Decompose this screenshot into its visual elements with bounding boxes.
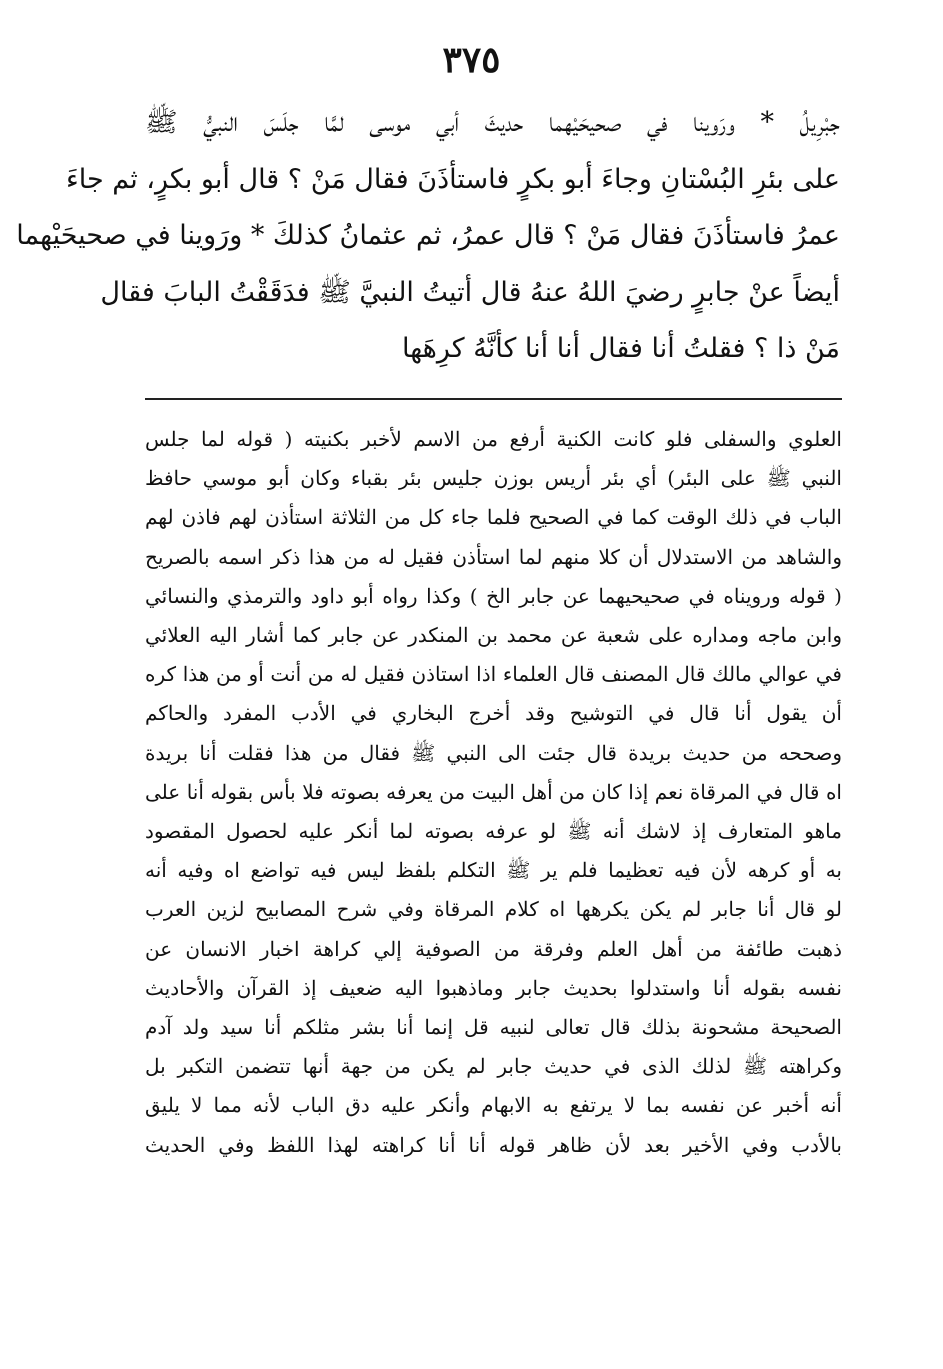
commentary-line: والشاهد من الاستدلال أن كلا منهم لما استأذن فقيل له من هذا ذكر اسمه بالصريح (145, 544, 842, 569)
commentary-line: لو قال أنا جابر لم يكن يكرهها اه كلام المرقاة وفي شرح المصابيح لزين العرب (145, 897, 842, 922)
main-text-line: أيضاً عنْ جابرٍ رضيَ اللهُ عنهُ قال أتيتُ النبيَّ ﷺ فدَقَقْتُ البابَ فقال (100, 276, 840, 308)
commentary-line: ( قوله ورويناه في صحيحيهما عن جابر الخ ) وكذا رواه أبو داود والترمذي والنسائي (145, 583, 842, 608)
main-text (16, 95, 840, 378)
commentary-line: العلوي والسفلى فلو كانت الكنية أرفع من الاسم لأخبر بكنيته ( قوله لما جلس (145, 427, 842, 451)
page-number: ٣٧٥ (442, 39, 501, 81)
commentary-line: به أو كرهه لأن فيه تعظيما فلم ير ﷺ التكلم بلفظ ليس فيه تواضع اه وفيه أنه (145, 858, 842, 883)
commentary-line: نفسه بقوله أنا واستدلوا بحديث جابر وماذهبوا اليه ضعيف إذ القرآن والأحاديث (145, 975, 842, 1000)
commentary-line: وابن ماجه ومداره على شعبة عن محمد بن المنكدر عن جابر كما أشار اليه العلائي (145, 623, 842, 648)
commentary-line: الباب في ذلك الوقت كما في الصحيح فلما جاء كل من الثلاثة استأذن لهم فاذن لهم (145, 505, 842, 530)
separator-rule (145, 398, 842, 400)
commentary-line: أنه أخبر عن نفسه بما لا يرتفع به الابهام وأنكر عليه دق الباب لأنه مما لا يليق (145, 1093, 842, 1118)
commentary-text (145, 420, 842, 1165)
commentary-line: وكراهته ﷺ لذلك الذى في حديث جابر لم يكن من جهة أنها تتضمن التكبر بل (145, 1054, 842, 1079)
main-text-line: مَنْ ذا ؟ فقلتُ أنا فقال أنا أنا كأنَّهُ كرِهَها (402, 333, 840, 364)
commentary-line: الصحيحة مشحونة بذلك قال تعالى لنبيه قل إنما أنا بشر مثلكم أنا سيد ولد آدم (145, 1015, 842, 1040)
commentary-line: ماهو المتعارف إذ لاشك أنه ﷺ لو عرفه بصوته لما أنكر عليه لحصول المقصود (145, 819, 842, 844)
commentary-line: وصححه من حديث بريدة قال جئت الى النبي ﷺ فقال من هذا فقلت أنا بريدة (145, 740, 842, 765)
commentary-line: بالأدب وفي الأخير بعد لأن ظاهر قوله أنا أنا كراهته لهذا اللفظ وفي الحديث (145, 1132, 842, 1157)
commentary-line: أن يقول أنا قال في التوشيح وقد أخرج البخاري في الأدب المفرد والحاكم (145, 701, 842, 726)
main-text-line: جبْرِيلُ * ورَوينا في صحيحَيْهما حديثَ أبي موسى لمَّا جلَسَ النبيُّ ﷺ (145, 107, 840, 138)
main-text-line: عمرُ فاستأذَنَ فقال مَنْ ؟ قال عمرُ، ثم عثمانُ كذلكَ * ورَوينا في صحيحَيْهما (16, 220, 840, 251)
main-text-line: على بئرِ البُسْتانِ وجاءَ أبو بكرٍ فاستأذَنَ فقال مَنْ ؟ قال أبو بكرٍ، ثم جاءَ (66, 163, 840, 195)
commentary-line: النبي ﷺ على البئر) أي بئر أريس بوزن جليس بئر بقباء وكان أبو موسي حافظ (145, 466, 842, 491)
commentary-line: في عوالي مالك قال المصنف قال العلماء اذا استاذن فقيل له من أنت أو من هذا كره (145, 662, 842, 687)
commentary-line: ذهبت طائفة من أهل العلم وفرقة من الصوفية إلي كراهة اخبار الانسان عن (145, 936, 842, 961)
commentary-line: اه قال في المرقاة نعم إذا كان من أهل البيت من يعرفه بصوته فلا بأس بقوله أنا على (145, 779, 842, 804)
